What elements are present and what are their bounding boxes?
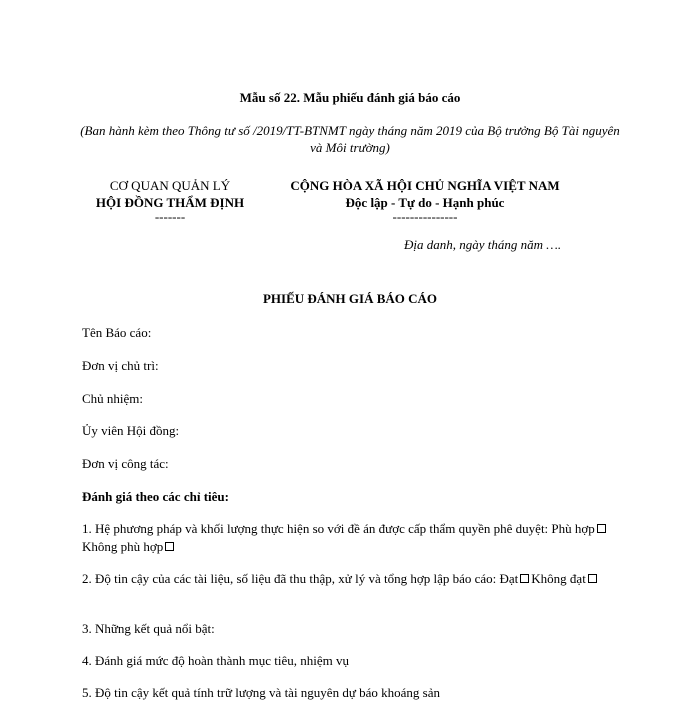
right-header-dash: --------------- <box>392 209 458 224</box>
field-leader: Chủ nhiệm: <box>82 391 144 406</box>
criterion-1-option2: Không phù hợp <box>82 539 164 554</box>
checkbox-suitable[interactable] <box>597 524 606 533</box>
field-host-unit: Đơn vị chủ trì: <box>82 358 159 373</box>
checkbox-pass[interactable] <box>520 574 529 583</box>
left-header-line2: HỘI ĐỒNG THẨM ĐỊNH <box>95 195 245 210</box>
place-date: Địa danh, ngày tháng năm …. <box>404 237 562 252</box>
field-work-unit: Đơn vị công tác: <box>82 456 169 471</box>
form-title: Mẫu số 22. Mẫu phiếu đánh giá báo cáo <box>239 90 461 105</box>
criteria-heading: Đánh giá theo các chỉ tiêu: <box>82 489 229 504</box>
criterion-5: 5. Độ tin cậy kết quả tính trữ lượng và tài nguyên dự báo khoáng sản <box>82 685 440 700</box>
field-council-member: Ủy viên Hội đồng: <box>82 423 180 438</box>
criterion-3: 3. Những kết quả nổi bật: <box>82 621 215 636</box>
right-header-line1: CỘNG HÒA XÃ HỘI CHỦ NGHĨA VIỆT NAM <box>290 178 560 193</box>
criterion-1 <box>82 520 622 556</box>
criterion-2 <box>82 570 622 588</box>
doc-title: PHIẾU ĐÁNH GIÁ BÁO CÁO <box>262 291 438 306</box>
criterion-2-text: 2. Độ tin cậy của các tài liệu, số liệu đã thu thập, xử lý và tổng hợp lập báo cáo: Đạt <box>82 571 519 586</box>
right-header-line2: Độc lập - Tự do - Hạnh phúc <box>345 195 505 210</box>
issued-note: (Ban hành kèm theo Thông tư số /2019/TT-BTNMT ngày tháng năm 2019 của Bộ trưởng Bộ Tài nguyên và Môi trường) <box>80 123 620 155</box>
field-report-name: Tên Báo cáo: <box>82 325 152 340</box>
checkbox-fail[interactable] <box>588 574 597 583</box>
criterion-1-text: 1. Hệ phương pháp và khối lượng thực hiện so với đề án được cấp thẩm quyền phê duyệt: Phù hợp <box>82 521 595 536</box>
criterion-2-option2: Không đạt <box>531 571 586 586</box>
checkbox-not-suitable[interactable] <box>165 542 174 551</box>
left-header-dash: ------- <box>154 209 186 224</box>
left-header-line1: CƠ QUAN QUẢN LÝ <box>109 178 231 193</box>
criterion-4: 4. Đánh giá mức độ hoàn thành mục tiêu, nhiệm vụ <box>82 653 349 668</box>
